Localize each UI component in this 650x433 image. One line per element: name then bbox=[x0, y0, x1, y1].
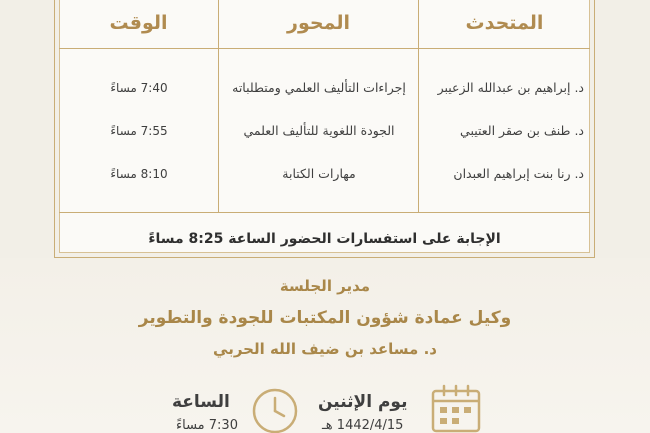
clock-icon bbox=[250, 386, 300, 433]
row-2-speaker: د. طنف بن صقر العتيبي bbox=[460, 123, 584, 138]
header-divider bbox=[59, 48, 590, 49]
event-date: 1442/4/15 هـ bbox=[322, 418, 404, 433]
moderator-name: د. مساعد بن ضيف الله الحربي bbox=[213, 340, 437, 358]
event-hour: 7:30 مساءً bbox=[176, 418, 238, 433]
event-day: يوم الإثنين bbox=[318, 392, 408, 412]
row-2-time: 7:55 مساءً bbox=[110, 124, 168, 138]
row-3-time: 8:10 مساءً bbox=[110, 167, 168, 181]
qa-note: الإجابة على استفسارات الحضور الساعة 8:25 مساءً bbox=[148, 231, 501, 247]
moderator-role: وكيل عمادة شؤون المكتبات للجودة والتطوير bbox=[138, 308, 512, 328]
row-3-speaker: د. رنا بنت إبراهيم العبدان bbox=[453, 166, 584, 181]
header-time: الوقت bbox=[109, 12, 168, 34]
event-hour-label: الساعة bbox=[172, 392, 230, 412]
row-1-speaker: د. إبراهيم بن عبدالله الزعيبر bbox=[437, 80, 584, 95]
row-2-topic: الجودة اللغوية للتأليف العلمي bbox=[243, 123, 395, 138]
header-topic: المحور bbox=[287, 12, 350, 34]
row-1-time: 7:40 مساءً bbox=[110, 81, 168, 95]
row-3-topic: مهارات الكتابة bbox=[282, 166, 356, 181]
header-speaker: المتحدث bbox=[465, 12, 544, 34]
footer-divider bbox=[59, 212, 590, 213]
moderator-title: مدير الجلسة bbox=[279, 277, 371, 295]
calendar-icon bbox=[430, 384, 482, 433]
row-1-topic: إجراءات التأليف العلمي ومتطلباته bbox=[232, 80, 406, 95]
